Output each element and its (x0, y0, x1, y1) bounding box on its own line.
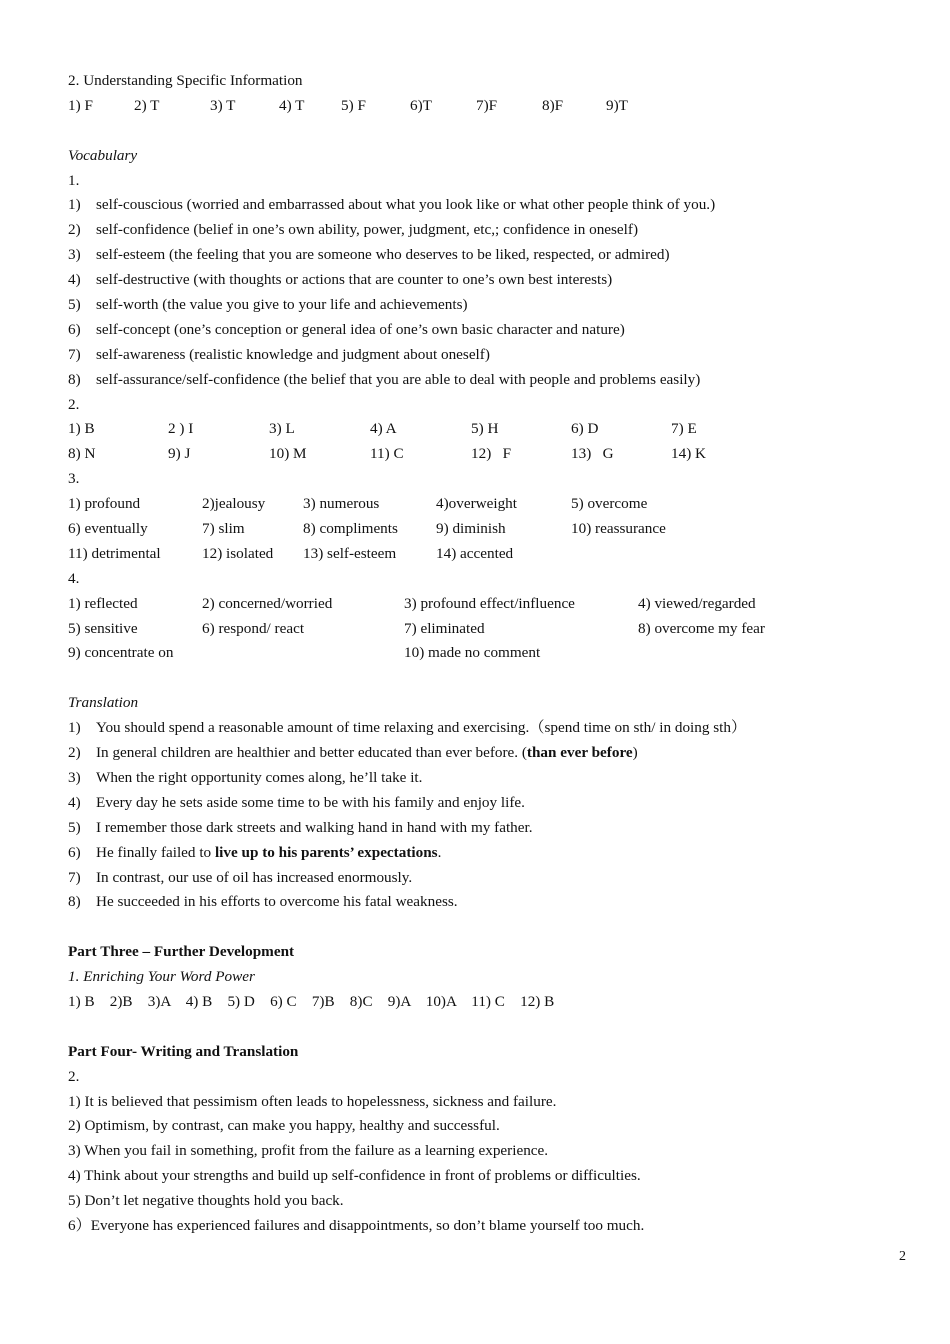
answer: 13) self-esteem (303, 544, 397, 562)
item-number: 6) (68, 843, 81, 861)
list-item: 2) Optimism, by contrast, can make you happy, healthy and successful. (68, 1117, 500, 1135)
list-item: 4) Think about your strengths and build up self-confidence in front of problems or difficulties. (68, 1167, 641, 1185)
answer: 4) viewed/regarded (638, 594, 756, 612)
answer-row (68, 492, 908, 517)
page-number: 2 (899, 1249, 906, 1264)
answer: 5) F (341, 96, 366, 114)
list-item (68, 293, 908, 318)
list-item (68, 268, 908, 293)
answer: 6) respond/ react (202, 619, 305, 637)
item-text: When the right opportunity comes along, he’ll take it. (96, 768, 423, 786)
list-item (68, 841, 908, 866)
answer-row (68, 442, 908, 467)
item-number: 8) (68, 370, 81, 388)
answer: 8) N (68, 445, 96, 463)
item-number: 5) (68, 296, 81, 314)
blank-line (68, 119, 908, 144)
blank-line (68, 1015, 908, 1040)
list-item (68, 791, 908, 816)
item-number: 6) (68, 320, 81, 338)
answer: 9) concentrate on (68, 644, 174, 662)
item-number: 1) (68, 719, 81, 737)
item-text: self-destructive (with thoughts or actions that are counter to one’s own best interests) (96, 271, 613, 289)
item-text: self-concept (one’s conception or general idea of one’s own basic character and nature) (96, 320, 625, 338)
section-title: Vocabulary (68, 146, 138, 164)
blank-line (68, 915, 908, 940)
section-subtitle: 1. Enriching Your Word Power (68, 968, 255, 986)
answer: 9) J (168, 445, 191, 463)
answer: 2)jealousy (202, 495, 266, 513)
item-number: 4) (68, 793, 81, 811)
exercise-label: 1. (68, 171, 80, 189)
answer: 5) overcome (571, 495, 648, 513)
answer: 1) F (68, 96, 93, 114)
answer: 14) accented (436, 544, 514, 562)
answer: 12) F (471, 445, 512, 463)
answer-row (68, 617, 908, 642)
answer: 6)T (410, 96, 432, 114)
list-item: 1) It is believed that pessimism often leads to hopelessness, sickness and failure. (68, 1092, 557, 1110)
list-item (68, 243, 908, 268)
list-item (68, 343, 908, 368)
item-number: 2) (68, 744, 81, 762)
answer: 5) sensitive (68, 619, 138, 637)
answer-row (68, 517, 908, 542)
list-item (68, 368, 908, 393)
answer: 3) L (269, 420, 295, 438)
answer: 8) compliments (303, 520, 398, 538)
answer-row (68, 417, 908, 442)
list-item (68, 890, 908, 915)
item-text-end: ) (632, 744, 638, 762)
item-number: 7) (68, 868, 81, 886)
list-item (68, 318, 908, 343)
item-number: 3) (68, 246, 81, 264)
list-item (68, 716, 908, 741)
answer: 3) profound effect/influence (404, 594, 575, 612)
item-number: 1) (68, 196, 81, 214)
answer: 1) reflected (68, 594, 138, 612)
list-item (68, 218, 908, 243)
list-item: 5) Don’t let negative thoughts hold you back. (68, 1192, 344, 1210)
item-text: self-worth (the value you give to your life and achievements) (96, 296, 468, 314)
answer: 6) D (571, 420, 599, 438)
part-heading: Part Three – Further Development (68, 943, 295, 961)
answer: 10) reassurance (571, 520, 666, 538)
item-text: self-esteem (the feeling that you are someone who deserves to be liked, respected, or admired) (96, 246, 670, 264)
answer: 7) slim (202, 520, 245, 538)
answer: 4)overweight (436, 495, 517, 513)
item-text: I remember those dark streets and walking hand in hand with my father. (96, 818, 533, 836)
key-phrase: than ever before (526, 744, 633, 762)
answer: 6) eventually (68, 520, 148, 538)
answer: 3) numerous (303, 495, 380, 513)
list-item (68, 816, 908, 841)
answer: 14) K (671, 445, 707, 463)
item-number: 7) (68, 345, 81, 363)
answer: 2) concerned/worried (202, 594, 333, 612)
answer-row (68, 592, 908, 617)
list-item: 6）Everyone has experienced failures and disappointments, so don’t blame yourself too much. (68, 1216, 645, 1234)
item-text: self-couscious (worried and embarrassed about what you look like or what other people think of you.) (96, 196, 716, 214)
item-text: self-assurance/self-confidence (the belief that you are able to deal with people and problems easily) (96, 370, 701, 388)
document-page (68, 69, 908, 1239)
item-text: You should spend a reasonable amount of time relaxing and exercising.（spend time on sth/ in doing sth） (96, 719, 747, 737)
answer: 12) isolated (202, 544, 274, 562)
item-number: 2) (68, 221, 81, 239)
answer: 7)F (476, 96, 498, 114)
answer: 4) T (279, 96, 305, 114)
answer: 4) A (370, 420, 397, 438)
item-text: He finally failed to (96, 843, 215, 861)
blank-line (68, 666, 908, 691)
item-text-end: . (437, 843, 442, 861)
answer: 1) B (68, 420, 95, 438)
answer: 11) C (370, 445, 404, 463)
item-text: He succeeded in his efforts to overcome his fatal weakness. (96, 893, 458, 911)
list-item (68, 741, 908, 766)
answer: 9)T (606, 96, 628, 114)
item-text: In general children are healthier and better educated than ever before. ( (96, 744, 527, 762)
answer: 5) H (471, 420, 499, 438)
answer: 10) M (269, 445, 307, 463)
list-item: 3) When you fail in something, profit from the failure as a learning experience. (68, 1142, 549, 1160)
answer: 3) T (210, 96, 236, 114)
answer: 2 ) I (168, 420, 194, 438)
answer-row (68, 641, 908, 666)
item-text: In contrast, our use of oil has increased enormously. (96, 868, 413, 886)
item-text: self-confidence (belief in one’s own ability, power, judgment, etc,; confidence in oneself) (96, 221, 639, 239)
exercise-label: 3. (68, 470, 80, 488)
list-item (68, 193, 908, 218)
answer: 7) E (671, 420, 697, 438)
exercise-label: 2. (68, 395, 80, 413)
item-number: 8) (68, 893, 81, 911)
answer: 8) overcome my fear (638, 619, 765, 637)
key-phrase: live up to his parents’ expectations (214, 843, 438, 861)
part-heading: Part Four- Writing and Translation (68, 1042, 299, 1060)
item-text: self-awareness (realistic knowledge and judgment about oneself) (96, 345, 490, 363)
exercise-label: 2. (68, 1067, 80, 1085)
section-title: 2. Understanding Specific Information (68, 72, 303, 89)
answer-row (68, 542, 908, 567)
list-item (68, 766, 908, 791)
answer: 8)F (542, 96, 564, 114)
answer-row (68, 94, 908, 119)
answer: 9) diminish (436, 520, 506, 538)
answer: 13) G (571, 445, 614, 463)
item-text: Every day he sets aside some time to be with his family and enjoy life. (96, 793, 525, 811)
exercise-label: 4. (68, 569, 80, 587)
answer: 10) made no comment (404, 644, 541, 662)
item-number: 5) (68, 818, 81, 836)
answer: 7) eliminated (404, 619, 485, 637)
section-title: Translation (68, 694, 139, 712)
item-number: 3) (68, 768, 81, 786)
list-item (68, 866, 908, 891)
answer: 11) detrimental (68, 544, 161, 562)
answer: 2) T (134, 96, 160, 114)
answer-row: 1) B 2)B 3)A 4) B 5) D 6) C 7)B 8)C 9)A 10)A 11) C 12) B (68, 992, 555, 1010)
item-number: 4) (68, 271, 81, 289)
answer: 1) profound (68, 495, 141, 513)
